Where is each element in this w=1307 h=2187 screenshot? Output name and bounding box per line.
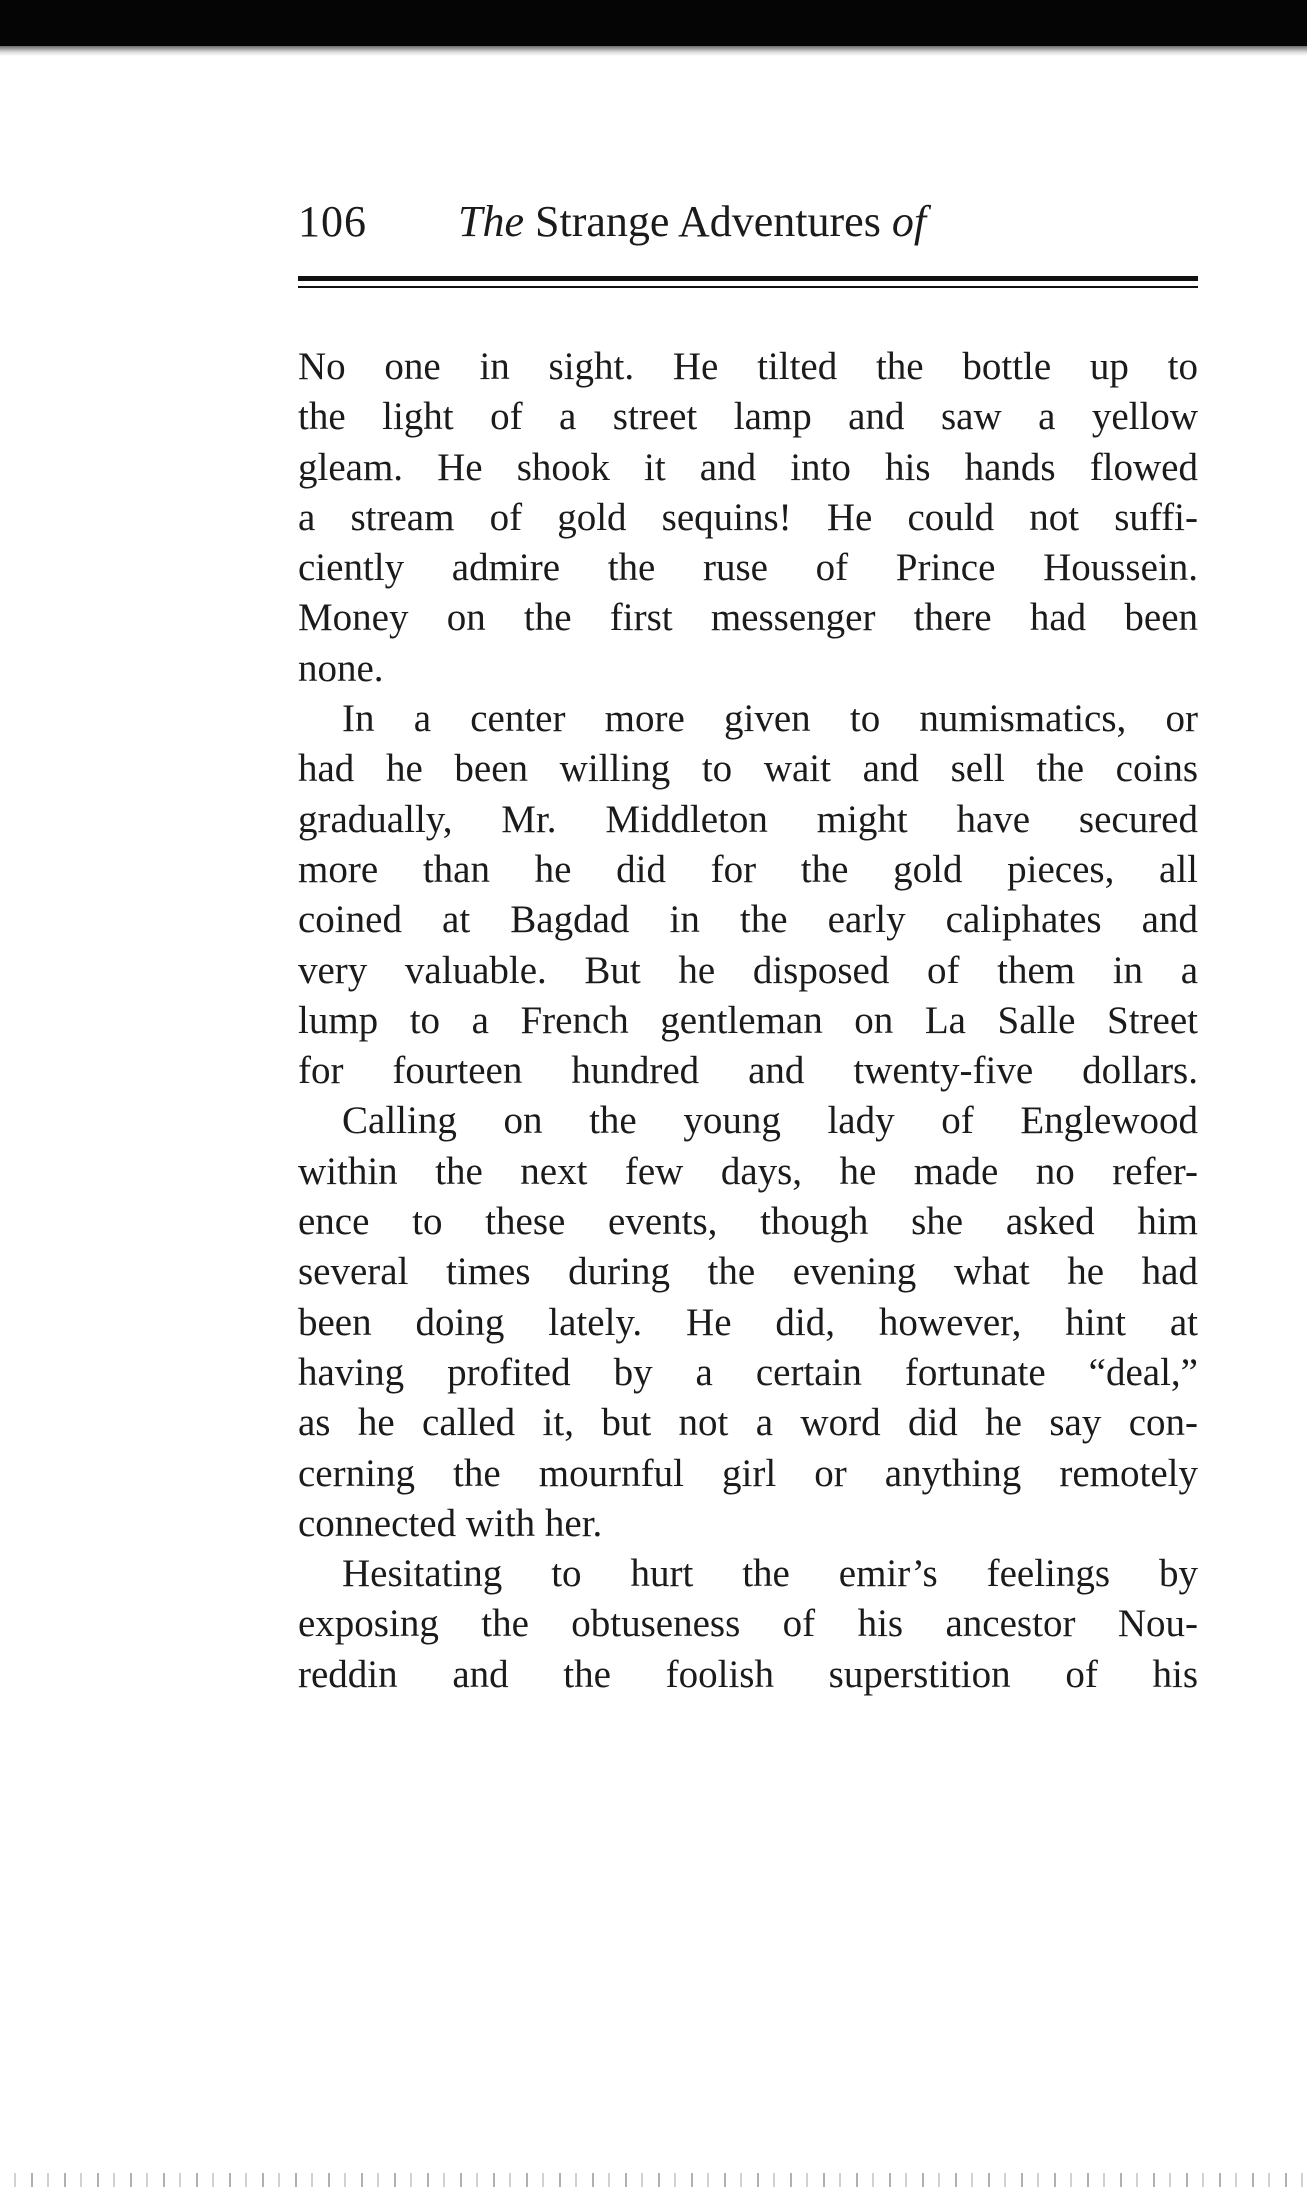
- running-head: [458, 196, 926, 247]
- text-line: ciently admire the ruse of Prince Houssein.: [298, 546, 1198, 590]
- text-line: had he been willing to wait and sell the coins: [298, 747, 1198, 791]
- text-line: none.: [298, 646, 384, 690]
- paragraph-2: [298, 694, 1198, 1096]
- text-line: several times during the evening what he had: [298, 1250, 1198, 1294]
- text-line: No one in sight. He tilted the bottle up to: [298, 345, 1198, 388]
- text-line: been doing lately. He did, however, hint at: [298, 1300, 1198, 1344]
- text-line: having profited by a certain fortunate “deal,”: [298, 1350, 1198, 1394]
- scan-bottom-edge: [0, 2173, 1307, 2187]
- scan-top-border: [0, 0, 1307, 46]
- book-page: [298, 190, 1198, 1696]
- text-line: Calling on the young lady of Englewood: [342, 1099, 1198, 1143]
- text-line: Money on the first messenger there had been: [298, 596, 1198, 640]
- text-line: very valuable. But he disposed of them in a: [298, 948, 1198, 992]
- running-head-the: The: [458, 197, 524, 246]
- body-text: [298, 342, 1198, 1700]
- text-line: ence to these events, though she asked him: [298, 1200, 1198, 1244]
- text-line: coined at Bagdad in the early caliphates and: [298, 898, 1198, 942]
- text-line: connected with her.: [298, 1501, 603, 1545]
- text-line: for fourteen hundred and twenty-five dollars.: [298, 1049, 1198, 1093]
- text-line: In a center more given to numismatics, or: [342, 697, 1198, 741]
- text-line: as he called it, but not a word did he say con-: [298, 1401, 1198, 1445]
- text-line: a stream of gold sequins! He could not suffi-: [298, 495, 1198, 539]
- page-number: 106: [298, 197, 367, 246]
- text-line: lump to a French gentleman on La Salle Street: [298, 998, 1198, 1042]
- header-double-rule: [298, 276, 1198, 290]
- running-head-title: Strange Adventures: [524, 197, 892, 246]
- text-line: gleam. He shook it and into his hands flowed: [298, 445, 1198, 489]
- text-line: reddin and the foolish superstition of his: [298, 1652, 1198, 1696]
- text-line: exposing the obtuseness of his ancestor Nou-: [298, 1602, 1198, 1646]
- paragraph-4: [298, 1549, 1198, 1700]
- page-header: [298, 190, 1198, 260]
- scan-top-edge: [0, 46, 1307, 56]
- paragraph-3: [298, 1096, 1198, 1549]
- text-line: within the next few days, he made no refer-: [298, 1149, 1198, 1193]
- text-line: the light of a street lamp and saw a yellow: [298, 395, 1198, 439]
- running-head-of: of: [891, 197, 927, 246]
- text-line: gradually, Mr. Middleton might have secured: [298, 797, 1198, 841]
- text-line: Hesitating to hurt the emir’s feelings by: [342, 1552, 1198, 1596]
- paragraph-1: [298, 342, 1198, 694]
- header-rule-thick: [298, 276, 1198, 281]
- header-rule-thin: [298, 286, 1198, 288]
- text-line: more than he did for the gold pieces, all: [298, 847, 1198, 891]
- text-line: cerning the mournful girl or anything remotely: [298, 1451, 1198, 1495]
